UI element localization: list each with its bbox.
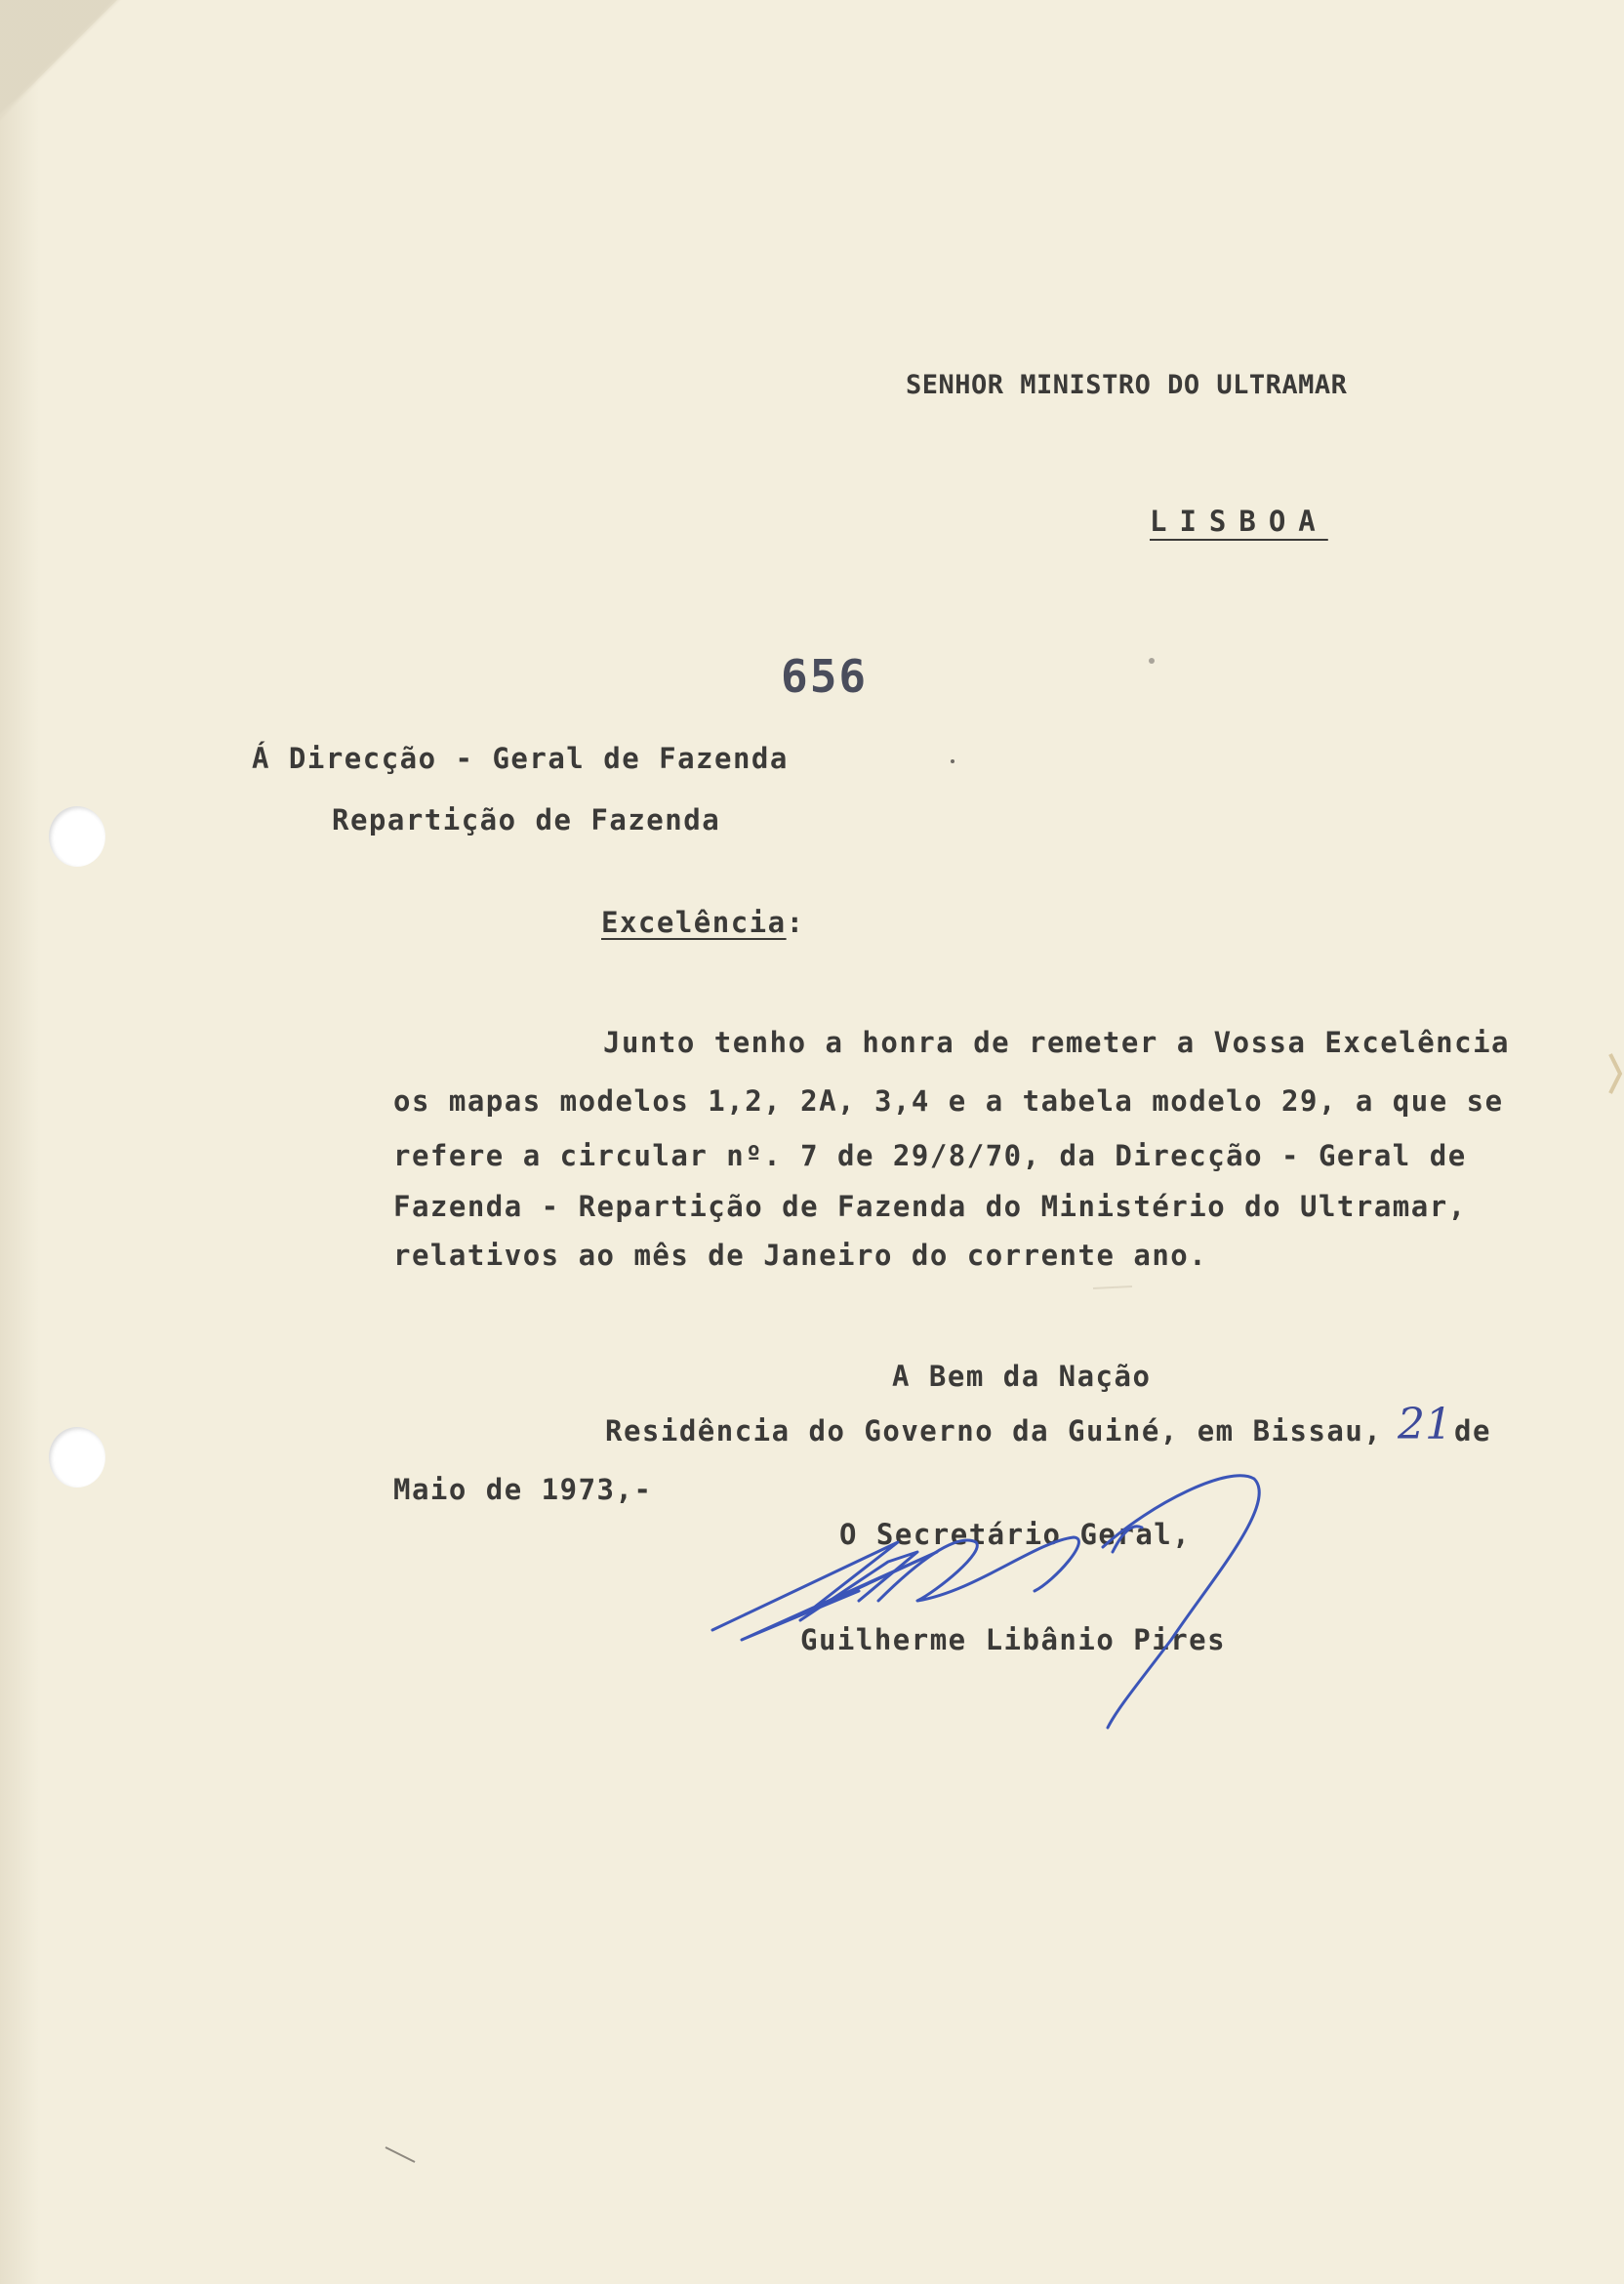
folded-corner-shadow xyxy=(0,0,122,122)
document-number-stamp: 656 xyxy=(781,650,869,703)
header-addressee: SENHOR MINISTRO DO ULTRAMAR xyxy=(906,370,1348,400)
body-line-3: refere a circular nº. 7 de 29/8/70, da Direcção - Geral de xyxy=(393,1139,1467,1172)
salutation-text: Excelência xyxy=(601,906,787,939)
recipient-line-1: Á Direcção - Geral de Fazenda xyxy=(252,742,789,775)
header-city: LISBOA xyxy=(1150,505,1328,538)
salutation-colon: : xyxy=(786,906,805,939)
closing-motto: A Bem da Nação xyxy=(892,1360,1152,1393)
punch-hole-top xyxy=(49,806,105,867)
handwritten-day: 21 xyxy=(1398,1400,1452,1449)
punch-hole-bottom xyxy=(49,1427,105,1488)
signatory-title: O Secretário Geral, xyxy=(839,1518,1192,1551)
recipient-line-2: Repartição de Fazenda xyxy=(332,803,721,836)
handwritten-signature xyxy=(683,1445,1347,1737)
body-line-2: os mapas modelos 1,2, 2A, 3,4 e a tabela modelo 29, a que se xyxy=(393,1084,1504,1118)
closing-date: Maio de 1973,- xyxy=(393,1473,653,1506)
signatory-name: Guilherme Libânio Pires xyxy=(800,1623,1227,1656)
signature-strokes xyxy=(712,1476,1259,1728)
salutation xyxy=(601,906,805,939)
body-line-1: Junto tenho a honra de remeter a Vossa Excelência xyxy=(603,1026,1511,1059)
closing-place-suffix: de xyxy=(1454,1414,1491,1448)
page-edge-shadow xyxy=(0,0,39,2284)
closing-place: Residência do Governo da Guiné, em Bissau, xyxy=(605,1414,1383,1448)
body-line-4: Fazenda - Repartição de Fazenda do Ministério do Ultramar, xyxy=(393,1190,1467,1223)
body-line-5: relativos ao mês de Janeiro do corrente ano. xyxy=(393,1239,1208,1272)
